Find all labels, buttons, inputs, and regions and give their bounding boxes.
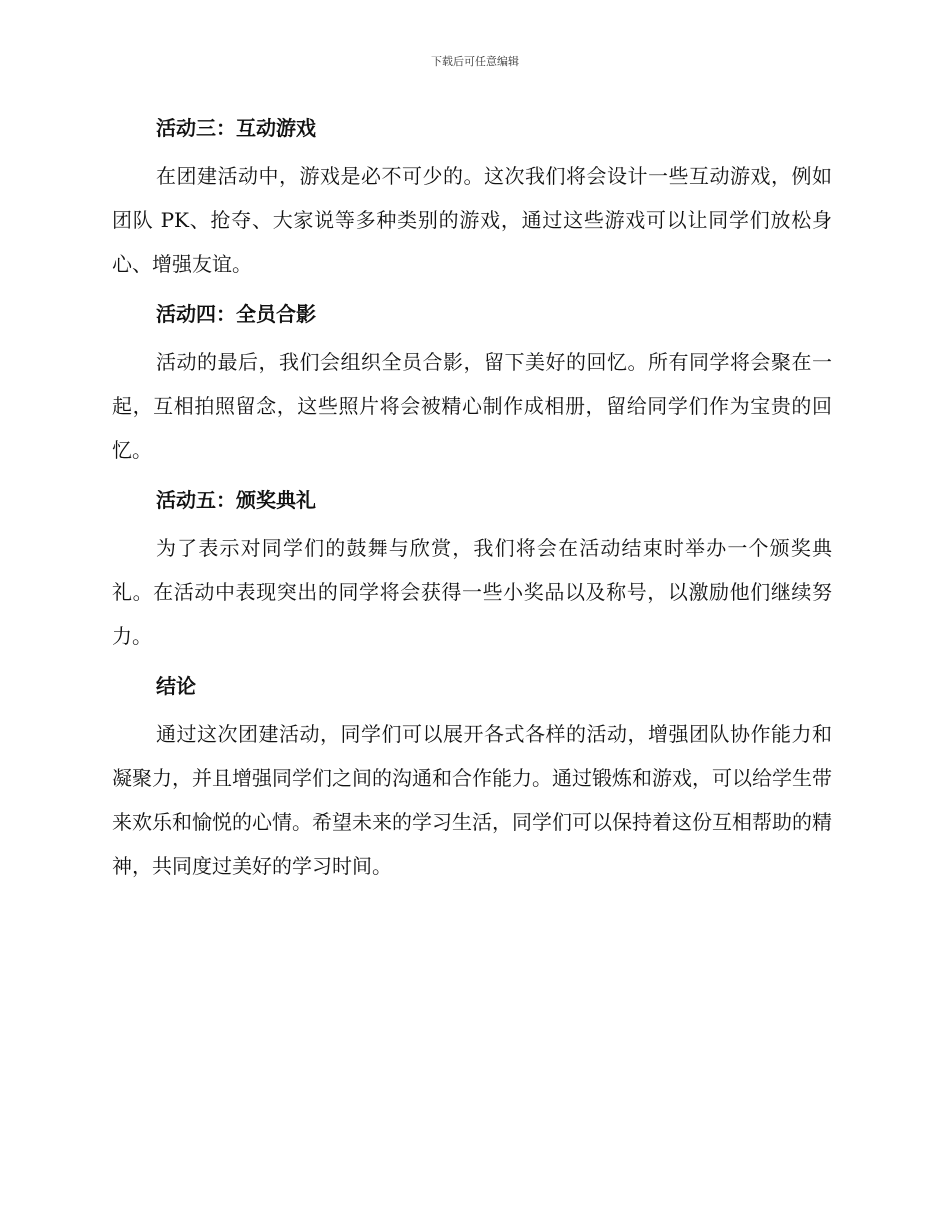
section-heading-conclusion: 结论	[156, 674, 196, 698]
section-paragraph-activity-4: 活动的最后，我们会组织全员合影，留下美好的回忆。所有同学将会聚在一起，互相拍照留念，这些照片将会被精心制作成相册，留给同学们作为宝贵的回忆。	[112, 350, 832, 462]
section-heading-activity-4: 活动四：全员合影	[156, 302, 316, 326]
section-paragraph-activity-5: 为了表示对同学们的鼓舞与欣赏，我们将会在活动结束时举办一个颁奖典礼。在活动中表现突出的同学将会获得一些小奖品以及称号，以激励他们继续努力。	[112, 536, 832, 648]
page-header: 下载后可任意编辑	[431, 55, 519, 68]
section-paragraph-conclusion: 通过这次团建活动，同学们可以展开各式各样的活动，增强团队协作能力和凝聚力，并且增强同学们之间的沟通和合作能力。通过锻炼和游戏，可以给学生带来欢乐和愉悦的心情。希望未来的学习生活，同学们可以保持着这份互相帮助的精神，共同度过美好的学习时间。	[112, 722, 832, 878]
section-heading-activity-5: 活动五：颁奖典礼	[156, 488, 316, 512]
section-paragraph-activity-3: 在团建活动中，游戏是必不可少的。这次我们将会设计一些互动游戏，例如团队 PK、抢夺、大家说等多种类别的游戏，通过这些游戏可以让同学们放松身心、增强友谊。	[112, 164, 832, 276]
section-heading-activity-3: 活动三：互动游戏	[156, 116, 316, 140]
document-body	[112, 108, 832, 896]
